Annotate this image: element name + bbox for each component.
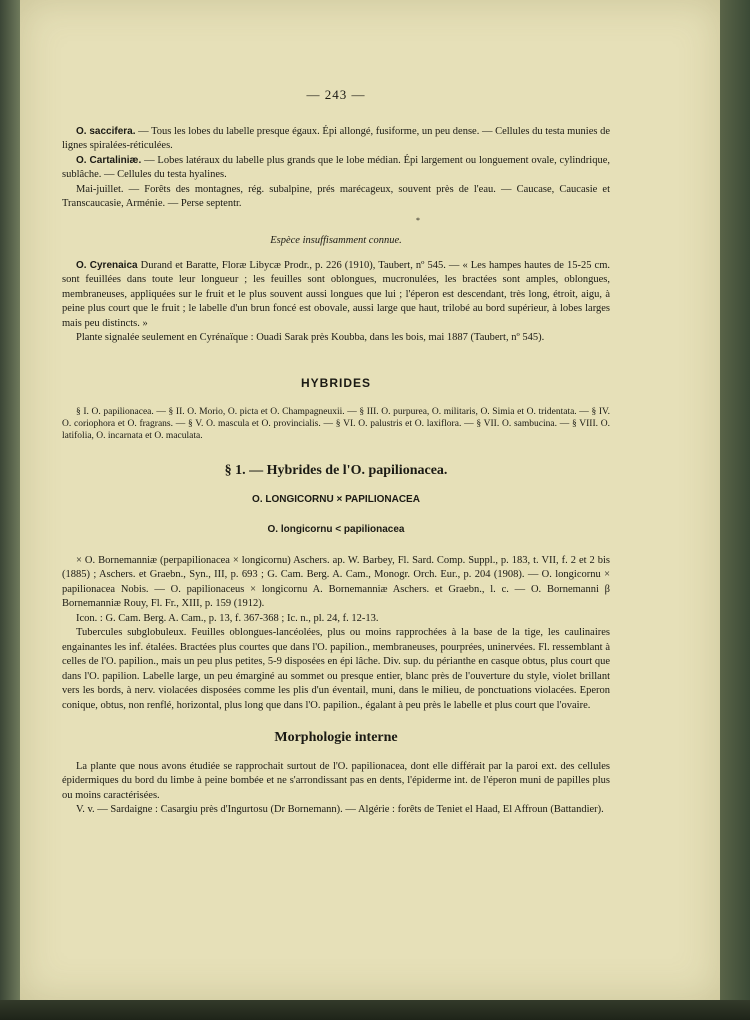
description-text: Tubercules subglobuleux. Feuilles oblongues-lancéolées, plus ou moins rapprochées à la base de la tige, les caulinaires engainantes les inf. étalées. Bractées plus courtes que dans l'O. papilion., membraneuses, pourprées, uninervées. Fl. ressemblant à celles de l'O. papilion., mais un peu plus petites, 5-9 disposées en épi lâche. Div. sup. du périanthe en casque obtus, plus court que dans l'O. papilion. Labelle large, un peu émarginé au sommet ou presque entier, blanc près de l'ouverture du style, violet brillant vers les bords, à nerv. violacées disposées comme les plis d'un éventail, muni, dans le milieu, de ponctuations violacées. Eperon conique, obtus, non renflé, horizontal, plus long que dans l'O. papilion., égalant à peu près le labelle et plus court que l'ovaire. [62, 627, 610, 711]
separator-star: * [416, 215, 420, 225]
species-entry [62, 154, 610, 183]
species-text: — Tous les lobes du labelle presque égaux. Épi allongé, fusiforme, un peu dense. — Cellules du testa munies de lignes spiralées-réticulées. [62, 125, 611, 151]
cyrenaica-note: Plante signalée seulement en Cyrénaïque : Ouadi Sarak près Koubba, dans les bois, mai 1887 (Taubert, nº 545). [76, 332, 545, 343]
hybrid-subtitle: O. longicornu < papilionacea [267, 524, 405, 535]
cyrenaica-entry [62, 259, 610, 332]
espece-heading: Espèce insuffisamment connue. [270, 235, 402, 246]
cyrenaica-text: Durand et Baratte, Floræ Libycæ Prodr., p. 226 (1910), Taubert, nº 545. — « Les hampes hautes de 15-25 cm. sont feuillées dans toute leur longueur ; les feuilles sont oblongues, mucronulées, les bractées sont amples, oblongues, membraneuses, appliquées sur le fruit et le plus souvent aussi longues que lui ; l'éperon est descendant, très long, étroit, aigu, à peine plus court que le fruit ; le labelle d'un brun foncé est obovale, aussi large que haut, trilobé au bord supérieur, à lobes larges mais peu distincts. » [62, 259, 610, 329]
hybrides-heading: HYBRIDES [300, 375, 371, 390]
hybrides-summary: § I. O. papilionacea. — § II. O. Morio, O. picta et O. Champagneuxii. — § III. O. purpurea, O. militaris, O. Simia et O. tridentata. — § IV. O. coriophora et O. fragrans. — § V. O. mascula et O. provincialis. — § VI. O. palustris et O. laxiflora. — § VII. O. sambucina. — § VIII. O. latifolia, O. incarnata et O. maculata. [62, 407, 610, 441]
page-number: — 243 — [306, 87, 366, 102]
species-text: — Lobes latéraux du labelle plus grands que le lobe médian. Épi largement ou longuement ovale, cylindrique, sublâche. — Cellules du testa hyalines. [62, 154, 610, 180]
species-name: O. saccifera. [76, 125, 136, 137]
icon-reference: Icon. : G. Cam. Berg. A. Cam., p. 13, f. 367-368 ; Ic. n., pl. 24, f. 12-13. [76, 612, 379, 624]
morph-heading: Morphologie interne [274, 730, 398, 745]
species-name: O. Cartaliniæ. [76, 154, 142, 166]
morph-text: La plante que nous avons étudiée se rapprochait surtout de l'O. papilionacea, dont elle différait par la paroi ext. des cellules épidermiques du bord du limbe à peine bombée et ne s'arrondissant pas en dents, l'épiderme int. de l'éperon muni de papilles plus ou moins caractérisées. [62, 760, 610, 801]
book-bottom-edge [0, 1000, 750, 1020]
page-content [62, 88, 610, 818]
section-heading: § 1. — Hybrides de l'O. papilionacea. [224, 463, 448, 478]
distribution-text: V. v. — Sardaigne : Casargiu près d'Ingurtosu (Dr Bornemann). — Algérie : forêts de Teniet el Haad, El Affroun (Battandier). [76, 804, 604, 815]
book-edge [720, 0, 750, 1020]
habitat-text: Mai-juillet. — Forêts des montagnes, rég. subalpine, prés marécageux, souvent près de l'eau. — Caucase, Caucasie et Transcaucasie, Arménie. — Perse septentr. [62, 183, 610, 209]
page-gutter [0, 0, 20, 1020]
synonymy-text: × O. Bornemanniæ (perpapilionacea × longicornu) Aschers. ap. W. Barbey, Fl. Sard. Comp. Suppl., p. 183, t. VII, f. 2 et 2 bis (1885) ; Aschers. et Graebn., Syn., III, p. 693 ; G. Cam. Berg. A. Cam., Monogr. Orch. Eur., p. 204 (1908). — O. longicornu × papilionacea Nobis. — O. papilionaceus × longicornu A. Bornemanniæ Aschers. et Graebn., l. c. — O. Bornemanni β Bornemanniæ Rouy, Fl. Fr., XIII, p. 159 (1912). [62, 554, 610, 609]
hybrid-title: O. LONGICORNU × PAPILIONACEA [252, 493, 420, 505]
species-name: O. Cyrenaica [76, 259, 138, 271]
species-entry [62, 125, 610, 154]
